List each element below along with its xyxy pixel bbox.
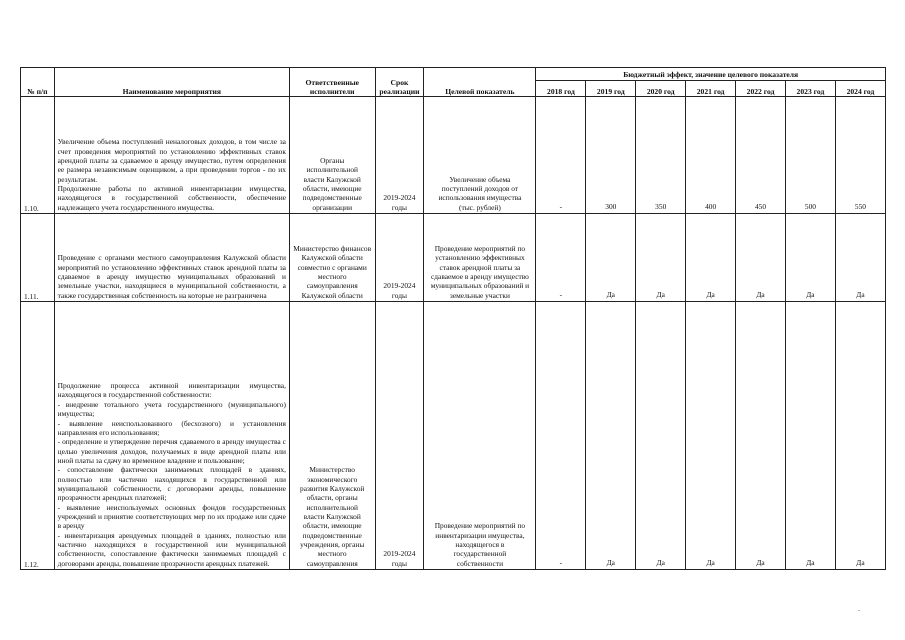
value-cell: Да	[785, 214, 835, 302]
term-cell: 2019-2024 годы	[375, 302, 424, 570]
header-responsible: Ответственные исполнители	[289, 68, 375, 97]
measure-text: - инвентаризация арендуемых площадей в зданиях, полностью или частично находящихся в государственной или муниципальной собственности, сопоставление фактически занимаемых площадей с договорами аренды, повышение прозрачности арендных платежей.	[57, 530, 286, 568]
measure-text: - внедрение тотального учета государственного (муниципального) имущества;	[57, 399, 286, 419]
table-row	[21, 97, 886, 214]
measure-text: - выявление неиспользуемых основных фондов государственных учреждений и принятие соответствующих мер по их продаже или сдаче в аренду	[57, 502, 286, 531]
header-year: 2018 год	[536, 81, 586, 97]
value-cell: 350	[636, 97, 686, 214]
value-cell: Да	[686, 302, 736, 570]
value-cell: Да	[586, 214, 636, 302]
measure-text: - определение и утверждение перечня сдаваемого в аренду имущества с целью увеличения доходов, получаемых в виде арендной платы или иной платы за сдачу во временное владение и пользование;	[57, 437, 286, 465]
value-cell: Да	[636, 302, 686, 570]
value-cell: Да	[686, 214, 736, 302]
target-cell: Проведение мероприятий по инвентаризации имущества, находящегося в государственной собственности	[424, 302, 536, 570]
measure-name	[54, 97, 289, 214]
value-cell: 550	[835, 97, 885, 214]
table-row	[21, 214, 886, 302]
term-cell: 2019-2024 годы	[375, 214, 424, 302]
measures-table	[20, 67, 886, 570]
row-number: 1.12.	[21, 302, 55, 570]
value-cell: 300	[586, 97, 636, 214]
header-num: № п/п	[21, 68, 55, 97]
measure-text: - выявление неиспользованного (бесхозного) и установления направления его использования;	[57, 418, 286, 437]
value-cell: 450	[736, 97, 786, 214]
measure-name	[54, 302, 289, 570]
header-year: 2021 год	[686, 81, 736, 97]
value-cell: Да	[586, 302, 636, 570]
value-cell: Да	[785, 302, 835, 570]
value-cell: 500	[785, 97, 835, 214]
value-cell: -	[536, 97, 586, 214]
responsible-cell: Органы исполнительной власти Калужской области, имеющие подведомственные организации	[289, 97, 375, 214]
measure-text: - сопоставление фактически занимаемых площадей в зданиях, полностью или частично находящихся в государственной или муниципальной собственности, с договорами аренды, повышение прозрачности арендных платежей;	[57, 465, 286, 503]
target-cell: Увеличение объема поступлений доходов от использования имущества (тыс. рублей)	[424, 97, 536, 214]
table-row	[21, 302, 886, 570]
header-target: Целевой показатель	[424, 68, 536, 97]
scan-mark: .	[858, 604, 860, 613]
row-number: 1.11.	[21, 214, 55, 302]
value-cell: Да	[736, 302, 786, 570]
document-sheet	[20, 67, 886, 567]
term-cell: 2019-2024 годы	[375, 97, 424, 214]
value-cell: -	[536, 214, 586, 302]
header-year: 2024 год	[835, 81, 885, 97]
header-year: 2022 год	[736, 81, 786, 97]
header-budget-group: Бюджетный эффект, значение целевого показателя	[536, 68, 886, 81]
header-term: Срок реализации	[375, 68, 424, 97]
header-name: Наименование мероприятия	[54, 68, 289, 97]
value-cell: Да	[736, 214, 786, 302]
row-number: 1.10.	[21, 97, 55, 214]
value-cell: Да	[835, 214, 885, 302]
responsible-cell: Министерство экономического развития Калужской области, органы исполнительной власти Калужской области, имеющие подведомственные учреждения, органы местного самоуправления	[289, 302, 375, 570]
measure-text: Проведение с органами местного самоуправления Калужской области мероприятий по установлению эффективных ставок арендной платы за сдаваемое в аренду имущество муниципальных образований и земельные участки, находящиеся в муниципальной собственности, а также государственная собственность на которые не разграничена	[57, 253, 286, 300]
target-cell: Проведение мероприятий по установлению эффективных ставок арендной платы за сдаваемое в аренду имущество муниципальных образований и земельные участки	[424, 214, 536, 302]
measure-text: Продолжение процесса активной инвентаризации имущества, находящегося в государственной собственности:	[57, 381, 286, 400]
header-year: 2023 год	[785, 81, 835, 97]
value-cell: Да	[835, 302, 885, 570]
measure-text: Увеличение объема поступлений неналоговых доходов, в том числе за счет проведения мероприятий по установлению эффективных ставок арендной платы за сдаваемое в аренду имущество, путем определения ее размера независимым оценщиком, а при проведении торгов - по их результатам.	[57, 137, 286, 184]
responsible-cell: Министерство финансов Калужской области совместно с органами местного самоуправления Калужской области	[289, 214, 375, 302]
value-cell: 400	[686, 97, 736, 214]
measure-name	[54, 214, 289, 302]
measure-text: Продолжение работы по активной инвентаризации имущества, находящегося в государственной собственности, обеспечение надлежащего учета государственного имущества.	[57, 183, 286, 212]
header-year: 2019 год	[586, 81, 636, 97]
value-cell: Да	[636, 214, 686, 302]
header-year: 2020 год	[636, 81, 686, 97]
value-cell: -	[536, 302, 586, 570]
